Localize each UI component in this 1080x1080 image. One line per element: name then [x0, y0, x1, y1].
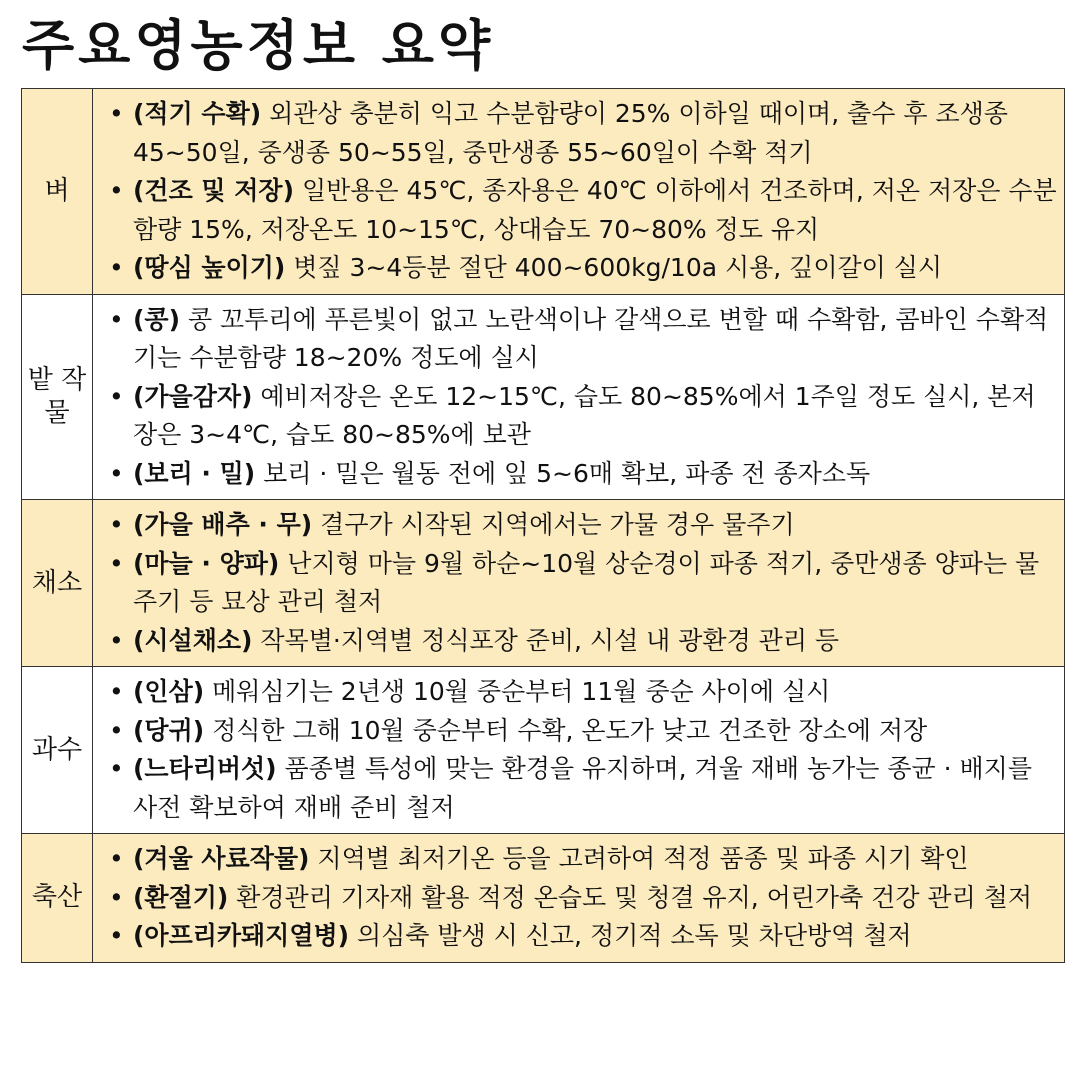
row-rice	[22, 89, 1065, 295]
list-item	[103, 378, 1058, 455]
item-text: 정식한 그해 10월 중순부터 수확, 온도가 낮고 건조한 장소에 저장	[204, 715, 928, 745]
list-item	[103, 249, 1058, 288]
item-title: (시설채소)	[133, 625, 253, 655]
item-title: (콩)	[133, 304, 181, 334]
item-text: 일반용은 45℃, 종자용은 40℃ 이하에서 건조하며, 저온 저장은 수분함량 15%, 저장온도 10~15℃, 상대습도 70~80% 정도 유지	[133, 176, 1057, 244]
item-text: 외관상 충분히 익고 수분함량이 25% 이하일 때이며, 출수 후 조생종 45~50일, 중생종 50~55일, 중만생종 55~60일이 수확 적기	[133, 99, 1008, 167]
list-item	[103, 750, 1058, 827]
item-text: 난지형 마늘 9월 하순~10월 상순경이 파종 적기, 중만생종 양파는 물주기 등 묘상 관리 철저	[133, 548, 1040, 616]
list-item	[103, 673, 1058, 712]
item-title: (가을감자)	[133, 381, 253, 411]
item-title: (아프리카돼지열병)	[133, 921, 350, 950]
item-text: 결구가 시작된 지역에서는 가물 경우 물주기	[312, 510, 795, 539]
item-text: 작목별·지역별 정식포장 준비, 시설 내 광환경 관리 등	[252, 625, 840, 655]
bullet: •	[109, 253, 124, 282]
item-title: (적기 수확)	[133, 99, 262, 128]
item-title: (건조 및 저장)	[133, 176, 295, 205]
row-field-crops	[22, 294, 1065, 500]
row-vegetables	[22, 500, 1065, 667]
list-item	[103, 301, 1058, 378]
item-text: 볏짚 3~4등분 절단 400~600kg/10a 시용, 깊이갈이 실시	[285, 253, 943, 282]
item-title: (땅심 높이기)	[133, 253, 286, 282]
item-title: (가을 배추 · 무)	[133, 510, 313, 539]
item-text: 보리 · 밀은 월동 전에 잎 5~6매 확보, 파종 전 종자소독	[255, 458, 871, 488]
bullet: •	[109, 882, 124, 912]
bullet: •	[109, 176, 124, 205]
row-fruit-trees	[22, 667, 1065, 834]
bullet: •	[109, 548, 124, 578]
items-livestock	[93, 834, 1065, 963]
category-vegetables: 채소	[22, 500, 93, 667]
item-title: (환절기)	[133, 882, 229, 912]
category-field-crops: 밭 작물	[22, 294, 93, 500]
list-item	[103, 622, 1058, 661]
list-item	[103, 879, 1058, 918]
item-text: 예비저장은 온도 12~15℃, 습도 80~85%에서 1주일 정도 실시, 본저장은 3~4℃, 습도 80~85%에 보관	[133, 381, 1036, 449]
row-livestock	[22, 834, 1065, 963]
bullet: •	[109, 715, 124, 745]
bullet: •	[109, 381, 124, 411]
list-item	[103, 95, 1058, 172]
bullet: •	[109, 99, 124, 128]
item-title: (겨울 사료작물)	[133, 844, 310, 873]
list-item	[103, 917, 1058, 956]
items-vegetables	[93, 500, 1065, 667]
items-fruit-trees	[93, 667, 1065, 834]
item-title: (보리 · 밀)	[133, 458, 256, 488]
bullet: •	[109, 677, 124, 706]
items-field-crops	[93, 294, 1065, 500]
bullet: •	[109, 304, 124, 334]
category-rice: 벼	[22, 89, 93, 295]
item-title: (느타리버섯)	[133, 754, 277, 783]
bullet: •	[109, 844, 124, 873]
item-text: 콩 꼬투리에 푸른빛이 없고 노란색이나 갈색으로 변할 때 수확함, 콤바인 수확적기는 수분함량 18~20% 정도에 실시	[133, 304, 1049, 372]
item-text: 품종별 특성에 맞는 환경을 유지하며, 겨울 재배 농가는 종균 · 배지를 사전 확보하여 재배 준비 철저	[133, 754, 1032, 822]
item-text: 메워심기는 2년생 10월 중순부터 11월 중순 사이에 실시	[204, 677, 831, 706]
bullet: •	[109, 510, 124, 539]
item-title: (당귀)	[133, 715, 205, 745]
bullet: •	[109, 754, 124, 783]
item-title: (인삼)	[133, 677, 205, 706]
bullet: •	[109, 625, 124, 655]
list-item	[103, 712, 1058, 751]
list-item	[103, 840, 1058, 879]
list-item	[103, 545, 1058, 622]
bullet: •	[109, 458, 124, 488]
bullet: •	[109, 921, 124, 950]
item-text: 의심축 발생 시 신고, 정기적 소독 및 차단방역 철저	[349, 921, 912, 950]
item-text: 환경관리 기자재 활용 적정 온습도 및 청결 유지, 어린가축 건강 관리 철저	[228, 882, 1032, 912]
summary-table	[21, 88, 1065, 963]
list-item	[103, 506, 1058, 545]
category-livestock: 축산	[22, 834, 93, 963]
list-item	[103, 455, 1058, 494]
category-fruit-trees: 과수	[22, 667, 93, 834]
list-item	[103, 172, 1058, 249]
items-rice	[93, 89, 1065, 295]
item-text: 지역별 최저기온 등을 고려하여 적정 품종 및 파종 시기 확인	[309, 844, 969, 873]
item-title: (마늘 · 양파)	[133, 548, 280, 578]
page-title: 주요영농정보 요약	[22, 14, 495, 77]
